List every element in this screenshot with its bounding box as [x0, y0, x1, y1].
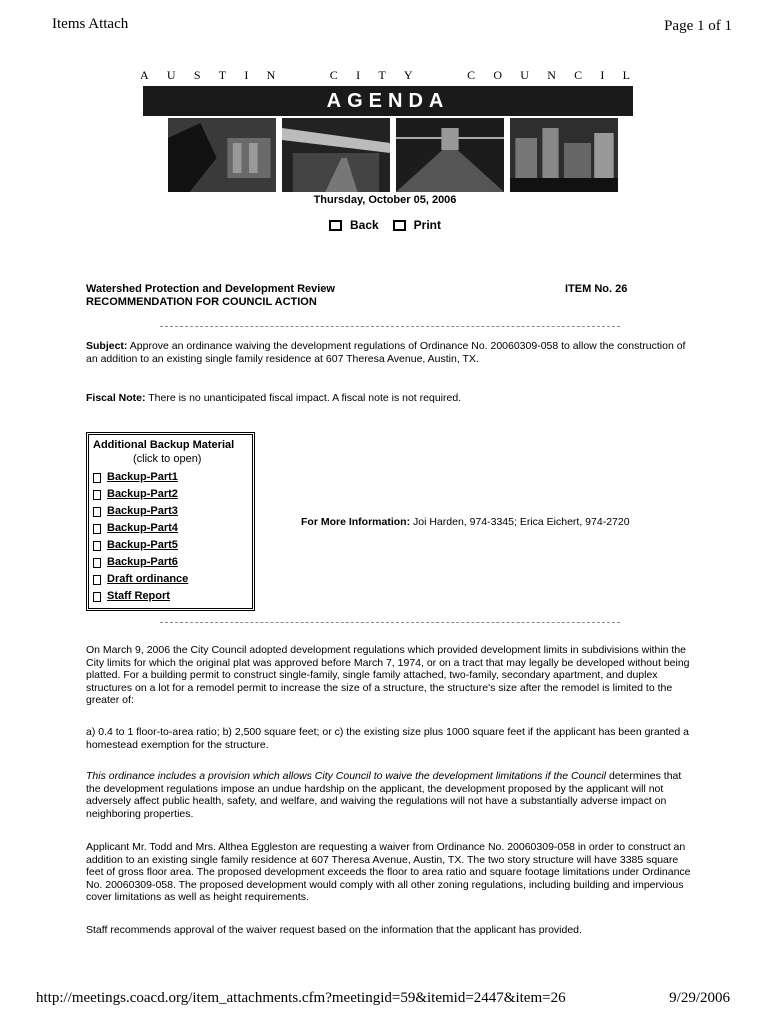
banner-photo-skyline [510, 118, 618, 192]
council-letter: U [166, 68, 176, 82]
backup-material-box [86, 432, 255, 611]
council-letter: O [493, 68, 503, 82]
council-letter: A [140, 68, 149, 82]
fiscal-text: There is no unanticipated fiscal impact. A fiscal note is not required. [148, 392, 462, 404]
fiscal-label: Fiscal Note: [86, 392, 146, 404]
council-letter: I [244, 68, 249, 82]
council-letter: N [266, 68, 276, 82]
backup-item[interactable] [93, 520, 252, 537]
backup-item[interactable] [93, 486, 252, 503]
council-letter: U [520, 68, 529, 82]
backup-link[interactable]: Staff Report [107, 590, 170, 602]
backup-item[interactable] [93, 503, 252, 520]
backup-link[interactable]: Backup-Part3 [107, 505, 178, 517]
banner-photo-bridge [396, 118, 504, 192]
document-icon [93, 473, 101, 483]
footer-date: 9/29/2006 [669, 990, 730, 1006]
council-letter: L [622, 68, 630, 82]
council-letter: Y [403, 68, 413, 82]
backup-item[interactable] [93, 554, 252, 571]
backup-item[interactable] [93, 588, 252, 605]
council-letter: S [193, 68, 201, 82]
banner-photo-capitol [168, 118, 276, 192]
item-number: ITEM No. 26 [565, 283, 628, 295]
more-info-text: Joi Harden, 974-3345; Erica Eichert, 974-2720 [413, 516, 630, 528]
footer-url: http://meetings.coacd.org/item_attachments.cfm?meetingid=59&itemid=2447&item=26 [36, 990, 566, 1006]
document-icon [93, 558, 101, 568]
body-paragraph-3-text: determines that the development regulations impose an undue hardship on the applicant, the development proposed by the applicant will not adversely affect public health, safety, and welfare, and waiving the regulations will not have a substantially adverse impact on neighboring properties. [86, 770, 682, 820]
banner-photo-street [282, 118, 390, 192]
body-paragraph-1: On March 9, 2006 the City Council adopted development regulations which provided development limits in subdivisions within the City limits for which the original plat was approved before March 7, 1974, or on a tract that may legally be developed without being platted. For a building permit to construct single-family, single family attached, two-family, secondary apartment, and duplex structures on a lot for a remodel permit to increase the size of a structure, the structure's size after the remodel is limited to the greater of: [86, 644, 690, 707]
council-letter: T [378, 68, 386, 82]
body-paragraph-3 [86, 770, 696, 820]
agenda-banner [143, 86, 633, 116]
body-paragraph-3-italic: This ordinance includes a provision which allows City Council to waive the development limitations if the Council [86, 770, 607, 782]
banner-photos [168, 118, 618, 192]
recommendation-heading: RECOMMENDATION FOR COUNCIL ACTION [86, 296, 317, 308]
backup-item[interactable] [93, 537, 252, 554]
more-info [301, 516, 630, 528]
backup-link[interactable]: Backup-Part6 [107, 556, 178, 568]
document-icon [93, 541, 101, 551]
document-icon [93, 524, 101, 534]
print-link[interactable]: Print [413, 218, 442, 232]
backup-link[interactable]: Backup-Part4 [107, 522, 178, 534]
fiscal-paragraph [86, 392, 696, 405]
subject-text: Approve an ordinance waiving the development regulations of Ordinance No. 20060309-058 to allow the construction of an addition to an existing single family residence at 607 Theresa Avenue, Austin, TX. [86, 340, 686, 365]
page-number: Page 1 of 1 [664, 18, 732, 34]
council-letter: C [574, 68, 583, 82]
divider [160, 326, 620, 327]
council-letter: I [356, 68, 361, 82]
body-paragraph-4: Applicant Mr. Todd and Mrs. Althea Eggleston are requesting a waiver from Ordinance No. 20060309-058 in order to construct an addition to an existing single family residence at 607 Theresa Avenue, Austin, TX. The two story structure will have 3385 square feet of gross floor area. The proposed development exceeds the floor to area ratio and square footage limitations under Ordinance No. 20060309-058. The proposed development would comply with all other zoning regulations, including building and impervious cover limitations as well as height requirements. [86, 841, 691, 904]
subject-paragraph [86, 340, 696, 365]
council-letter: C [467, 68, 476, 82]
back-link[interactable]: Back [349, 218, 379, 232]
nav-bar [0, 218, 770, 232]
council-letter: N [547, 68, 556, 82]
document-icon [93, 575, 101, 585]
backup-item[interactable] [93, 469, 252, 486]
back-icon[interactable] [329, 220, 342, 231]
council-title [140, 68, 630, 86]
more-info-label: For More Information: [301, 516, 411, 528]
meeting-date: Thursday, October 05, 2006 [313, 194, 457, 206]
backup-title: Additional Backup Material [93, 439, 235, 451]
backup-item[interactable] [93, 571, 252, 588]
divider [160, 622, 620, 623]
header-title: Items Attach [52, 16, 129, 32]
department-block [86, 283, 335, 309]
backup-link[interactable]: Backup-Part2 [107, 488, 178, 500]
document-icon [93, 507, 101, 517]
council-letter: I [600, 68, 605, 82]
backup-link[interactable]: Draft ordinance [107, 573, 189, 585]
body-paragraph-2: a) 0.4 to 1 floor-to-area ratio; b) 2,500 square feet; or c) the existing size plus 1000 square feet if the applicant has been granted a homestead exemption for the structure. [86, 726, 689, 751]
council-letter: T [218, 68, 227, 82]
subject-label: Subject: [86, 340, 128, 352]
agenda-label: AGENDA [326, 89, 450, 112]
backup-link[interactable]: Backup-Part1 [107, 471, 178, 483]
document-icon [93, 592, 101, 602]
body-paragraph-5: Staff recommends approval of the waiver request based on the information that the applicant has provided. [86, 924, 582, 936]
backup-link[interactable]: Backup-Part5 [107, 539, 178, 551]
department-name: Watershed Protection and Development Review [86, 283, 335, 295]
backup-subtitle: (click to open) [133, 453, 202, 465]
print-icon[interactable] [393, 220, 406, 231]
council-letter: C [329, 68, 338, 82]
document-icon [93, 490, 101, 500]
